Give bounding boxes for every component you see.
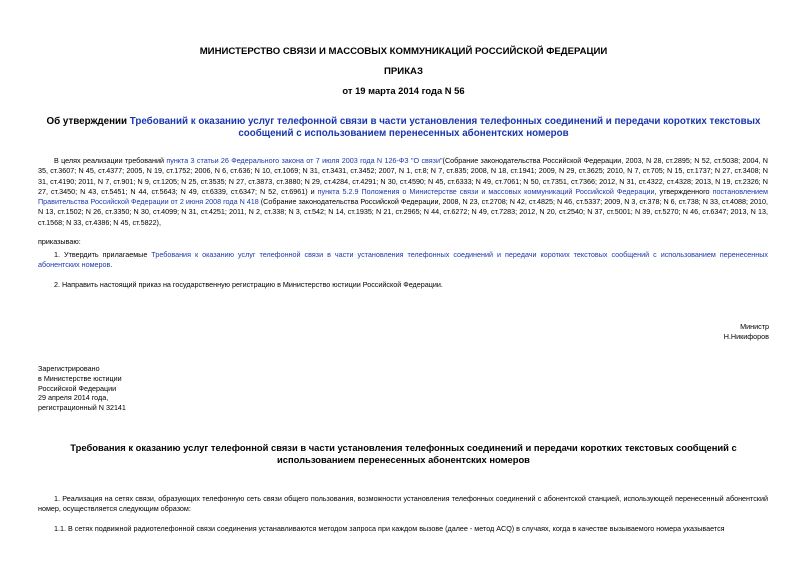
registration-line-3: Российской Федерации bbox=[38, 383, 117, 393]
doc-date-number: от 19 марта 2014 года N 56 bbox=[342, 85, 465, 96]
order-word: приказываю: bbox=[38, 237, 81, 246]
requirement-1: 1. Реализация на сетях связи, образующих телефонную сеть связи общего пользования, возможности установления телефонных соединений с абонентской станцией, использующей перенесенный абонентский номер, осуществляется следующим образом: bbox=[38, 494, 768, 514]
requirement-1-1: 1.1. В сетях подвижной радиотелефонной связи соединения устанавливаются методом запроса при каждом вызове (далее - метод ACQ) в случаях, когда в качестве вызываемого номера указывается bbox=[54, 524, 725, 533]
registration-line-2: в Министерстве юстиции bbox=[38, 373, 122, 383]
requirements-link[interactable]: Требований к оказанию услуг телефонной связи в части установления телефонных соединений и передачи коротких текстовых сообщений с использованием перенесенных абонентских номеров bbox=[129, 116, 761, 139]
preamble-text-1: В целях реализации требований bbox=[54, 156, 167, 165]
item1-end: . bbox=[110, 260, 113, 270]
preamble-paragraph bbox=[38, 156, 768, 228]
registration-line-1: Зарегистрировано bbox=[38, 364, 100, 373]
resolution-418-link[interactable]: постановлением Правительства Российской Федерации от 2 июня 2008 года N 418 bbox=[38, 186, 768, 207]
doc-type-heading: ПРИКАЗ bbox=[384, 66, 423, 77]
preamble-text-3: , утвержденного bbox=[654, 186, 713, 196]
registration-line-5: регистрационный N 32141 bbox=[38, 403, 126, 413]
requirements-title: Требования к оказанию услуг телефонной связи в части установления телефонных соединений и передачи коротких текстовых сообщений с использованием перенесенных абонентских номеров bbox=[70, 442, 737, 465]
item1-text: 1. Утвердить прилагаемые bbox=[54, 250, 152, 259]
signature-block bbox=[724, 322, 769, 343]
order-item-2: 2. Направить настоящий приказ на государственную регистрацию в Министерство юстиции Российской Федерации. bbox=[54, 280, 443, 289]
registration-line-4: 29 апреля 2014 года, bbox=[38, 393, 109, 403]
regulation-link[interactable]: пункта 5.2.9 Положения о Министерстве связи и массовых коммуникаций Российской Федерации bbox=[317, 186, 655, 196]
item1-requirements-link[interactable]: Требования к оказанию услуг телефонной связи в части установления телефонных соединений и передачи коротких текстовых сообщений с использованием перенесенных абонентских номеров bbox=[38, 250, 768, 270]
preamble-text-2: (Собрание законодательства Российской Федерации, 2003, N 28, ст.2895; N 52, ст.5038; 2004, N 35, ст.3607; N 45, ст.4377; 2005, N 19, ст.1752; 2006, N 6, ст.636; N 10, ст.1069; N 31, ст.3431, ст.3452; 2007, N 1, ст.8; N 7, ст.835; 2008, N 18, ст.1941; 2009, N 29, ст.3625; 2010, N 7, ст.705; N 15, ст.1737; N 27, ст.3408; N 31, ст.4190; 2011, N 7, ст.901; N 9, ст.1205; N 25, ст.3535; N 27, ст.3873, ст.3880; N 29, ст.4284, ст.4291; N 30, ст.4590; N 45, ст.6333; N 49, ст.7061; N 50, ст.7351, ст.7366; 2012, N 31, ст.4322, ст.4328; 2013, N 19, ст.2326; N 27, ст.3450; N 43, ст.5451; N 44, ст.5643; N 49, ст.6339, ст.6347; N 52, ст.6961) и bbox=[38, 156, 768, 196]
registration-block bbox=[38, 364, 126, 413]
order-title bbox=[36, 116, 771, 140]
signature-name: Н.Никифоров bbox=[723, 332, 769, 342]
order-item-1 bbox=[38, 250, 768, 271]
order-title-prefix: Об утверждении bbox=[46, 116, 130, 127]
preamble-text-4: (Собрание законодательства Российской Федерации, 2008, N 23, ст.2708; N 42, ст.4825; N 46, ст.5337; 2009, N 3, ст.378; N 6, ст.738; N 33, ст.4088; 2010, N 13, ст.1502; N 26, ст.3350; N 30, ст.4099; N 31, ст.4251; 2011, N 2, ст.338; N 3, ст.542; N 14, ст.1935; N 21, ст.2965; N 44, ст.6272; N 49, ст.7283; 2012, N 20, ст.2540; N 37, ст.5001; N 39, ст.5270; N 46, ст.6347; 2013, N 13, ст.1568; N 33, ст.4386; N 45, ст.5822), bbox=[38, 197, 768, 227]
law-126-link[interactable]: пункта 3 статьи 26 Федерального закона от 7 июля 2003 года N 126-ФЗ "О связи" bbox=[166, 156, 443, 165]
signature-position: Министр bbox=[740, 322, 769, 331]
ministry-heading: МИНИСТЕРСТВО СВЯЗИ И МАССОВЫХ КОММУНИКАЦИЙ РОССИЙСКОЙ ФЕДЕРАЦИИ bbox=[199, 46, 608, 57]
